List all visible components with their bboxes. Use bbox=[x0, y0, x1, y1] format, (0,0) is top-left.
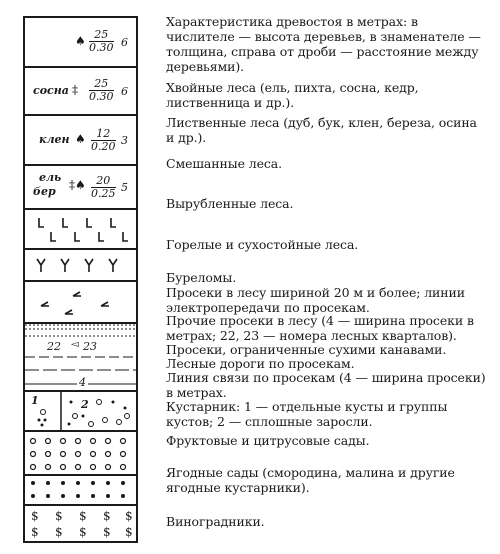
deciduous-spacing: 3 bbox=[121, 134, 128, 147]
svg-text:$: $ bbox=[31, 525, 39, 539]
legend-text-conifer: Хвойные леса (ель, пихта, сосна, кедр, лиственница и др.). bbox=[166, 80, 419, 110]
symbol-berry-gardens bbox=[25, 476, 136, 506]
legend-text-shrubs: Кустарник: 1 — отдельные кусты и группы кустов; 2 — сплошные заросли. bbox=[166, 399, 448, 429]
mixed-height: 20 bbox=[91, 175, 116, 188]
symbol-mixed-forest bbox=[25, 166, 136, 210]
legend-text-vineyards: Виноградники. bbox=[166, 514, 265, 529]
symbol-stand-characteristic bbox=[25, 18, 136, 68]
species-label-2: бер bbox=[33, 185, 56, 198]
species-label: сосна bbox=[33, 84, 69, 97]
svg-text:$: $ bbox=[31, 509, 39, 523]
deciduous-fraction bbox=[91, 128, 116, 153]
species-label-1: ель bbox=[39, 171, 62, 184]
stand-height: 25 bbox=[89, 29, 114, 42]
legend-text-burnt: Горелые и сухостойные леса. bbox=[166, 237, 359, 252]
symbol-cut-forest bbox=[25, 210, 136, 250]
burnt-tree-pattern-icon bbox=[25, 250, 136, 282]
stand-thickness: 0.30 bbox=[89, 41, 114, 54]
conifer-fraction bbox=[89, 78, 114, 103]
stand-spacing: 6 bbox=[121, 36, 128, 49]
legend-text-deciduous: Лиственные леса (дуб, бук, клен, береза, осина и др.). bbox=[166, 115, 477, 145]
legend-symbol-column bbox=[23, 16, 138, 543]
legend-text-forest-roads: Лесные дороги по просекам. bbox=[166, 356, 355, 371]
orchard-pattern-icon bbox=[25, 432, 136, 476]
stand-fraction bbox=[89, 29, 114, 54]
symbol-vineyards bbox=[25, 506, 136, 541]
symbol-windfall bbox=[25, 282, 136, 324]
symbol-conifer-forest bbox=[25, 68, 136, 116]
quarter-number-22: 22 bbox=[47, 340, 61, 353]
legend-text-berry: Ягодные сады (смородина, малина и другие ягодные кустарники). bbox=[166, 465, 455, 495]
symbol-glades bbox=[25, 324, 136, 392]
svg-text:$: $ bbox=[125, 525, 133, 539]
conifer-spacing: 6 bbox=[121, 85, 128, 98]
legend-text-windfall: Буреломы. bbox=[166, 270, 237, 285]
windfall-pattern-icon bbox=[25, 282, 136, 324]
legend-text-other-glades: Прочие просеки в лесу (4 — ширина просеки в метрах; 22, 23 — номера лесных кварталов). bbox=[166, 313, 474, 343]
deciduous-height: 12 bbox=[91, 128, 116, 141]
legend-text-mixed: Смешанные леса. bbox=[166, 156, 283, 171]
quarter-marker-icon: ◅ bbox=[71, 339, 79, 350]
legend-text-wide-glades: Просеки в лесу шириной 20 м и более; линии электропередачи по просекам. bbox=[166, 285, 465, 315]
legend-text-orchards: Фруктовые и цитрусовые сады. bbox=[166, 433, 370, 448]
berry-pattern-icon bbox=[25, 476, 136, 506]
mixed-thickness: 0.25 bbox=[91, 187, 116, 200]
tree-icon: ♠ bbox=[75, 34, 86, 48]
legend-text-ditch-glades: Просеки, ограниченные сухими канавами. bbox=[166, 342, 447, 357]
svg-text:$: $ bbox=[55, 509, 63, 523]
legend-text-cut: Вырубленные леса. bbox=[166, 196, 294, 211]
legend-text-stand: Характеристика древостоя в метрах: в числителе — высота деревьев, в знаменателе — толщина, справа от дроби — расстояние между деревьями). bbox=[166, 14, 481, 74]
legend-text-comm-line: Линия связи по просекам (4 — ширина просеки) в метрах. bbox=[166, 370, 486, 400]
symbol-deciduous-forest bbox=[25, 116, 136, 166]
svg-text:$: $ bbox=[103, 509, 111, 523]
mixed-fraction bbox=[91, 175, 116, 200]
vine-pattern-icon bbox=[25, 506, 136, 541]
svg-text:$: $ bbox=[79, 525, 87, 539]
shrub-type-2: 2 bbox=[81, 398, 89, 411]
glade-width-label: 4 bbox=[79, 376, 86, 389]
symbol-orchards bbox=[25, 432, 136, 476]
symbol-burnt-forest bbox=[25, 250, 136, 282]
svg-text:$: $ bbox=[125, 509, 133, 523]
deciduous-thickness: 0.20 bbox=[91, 140, 116, 153]
quarter-number-23: 23 bbox=[83, 340, 97, 353]
conifer-height: 25 bbox=[89, 78, 114, 91]
deciduous-icon: ♠ bbox=[75, 132, 86, 146]
svg-text:$: $ bbox=[103, 525, 111, 539]
conifer-icon: ‡ bbox=[72, 83, 78, 97]
symbol-shrubs bbox=[25, 392, 136, 432]
svg-text:$: $ bbox=[79, 509, 87, 523]
mixed-icon: ‡♠ bbox=[69, 178, 86, 192]
svg-text:$: $ bbox=[55, 525, 63, 539]
stump-pattern-icon bbox=[25, 210, 136, 250]
shrub-type-1: 1 bbox=[31, 394, 39, 407]
mixed-spacing: 5 bbox=[121, 181, 128, 194]
conifer-thickness: 0.30 bbox=[89, 90, 114, 103]
species-label: клен bbox=[39, 133, 70, 146]
